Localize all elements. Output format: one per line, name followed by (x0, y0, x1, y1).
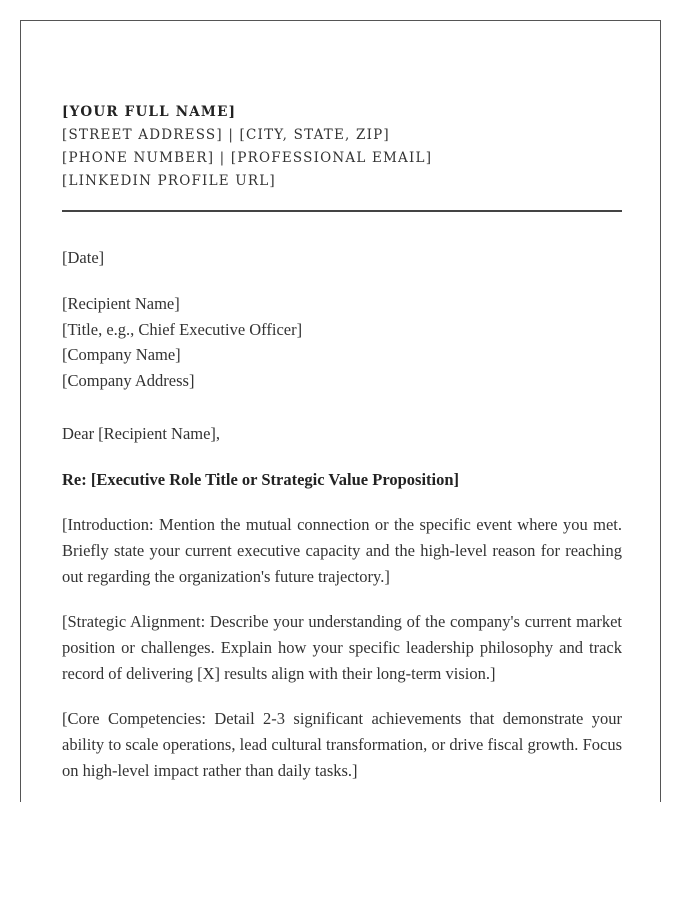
letter-content (62, 101, 622, 784)
subject-line: Re: [Executive Role Title or Strategic Value Proposition] (62, 470, 460, 489)
salutation: Dear [Recipient Name], (62, 424, 221, 443)
sender-name: [YOUR FULL NAME] (62, 104, 237, 120)
header-divider (62, 210, 622, 212)
recipient-block (62, 291, 622, 393)
paragraph-introduction: [Introduction: Mention the mutual connection or the specific event where you met. Briefly state your current executive capacity and the high-level reason for reaching out regarding the organization's future trajectory.] (62, 515, 622, 586)
letter-page (20, 20, 661, 802)
recipient-name: [Recipient Name] (62, 294, 180, 313)
sender-linkedin: [LINKEDIN PROFILE URL] (62, 173, 276, 189)
recipient-address: [Company Address] (62, 370, 195, 390)
recipient-company: [Company Name] (62, 345, 181, 364)
paragraph-core-competencies: [Core Competencies: Detail 2-3 significant achievements that demonstrate your ability to scale operations, lead cultural transformation, or drive fiscal growth. Focus on high-level impact rather than daily tasks.] (62, 709, 622, 780)
sender-header (62, 101, 622, 193)
recipient-title: [Title, e.g., Chief Executive Officer] (62, 319, 303, 339)
sender-address: [STREET ADDRESS] | [CITY, STATE, ZIP] (62, 127, 390, 143)
paragraph-strategic-alignment: [Strategic Alignment: Describe your understanding of the company's current market position or challenges. Explain how your specific leadership philosophy and track record of delivering [X] results align with their long-term vision.] (62, 612, 622, 683)
sender-contact: [PHONE NUMBER] | [PROFESSIONAL EMAIL] (62, 150, 433, 166)
letter-date: [Date] (62, 248, 105, 267)
